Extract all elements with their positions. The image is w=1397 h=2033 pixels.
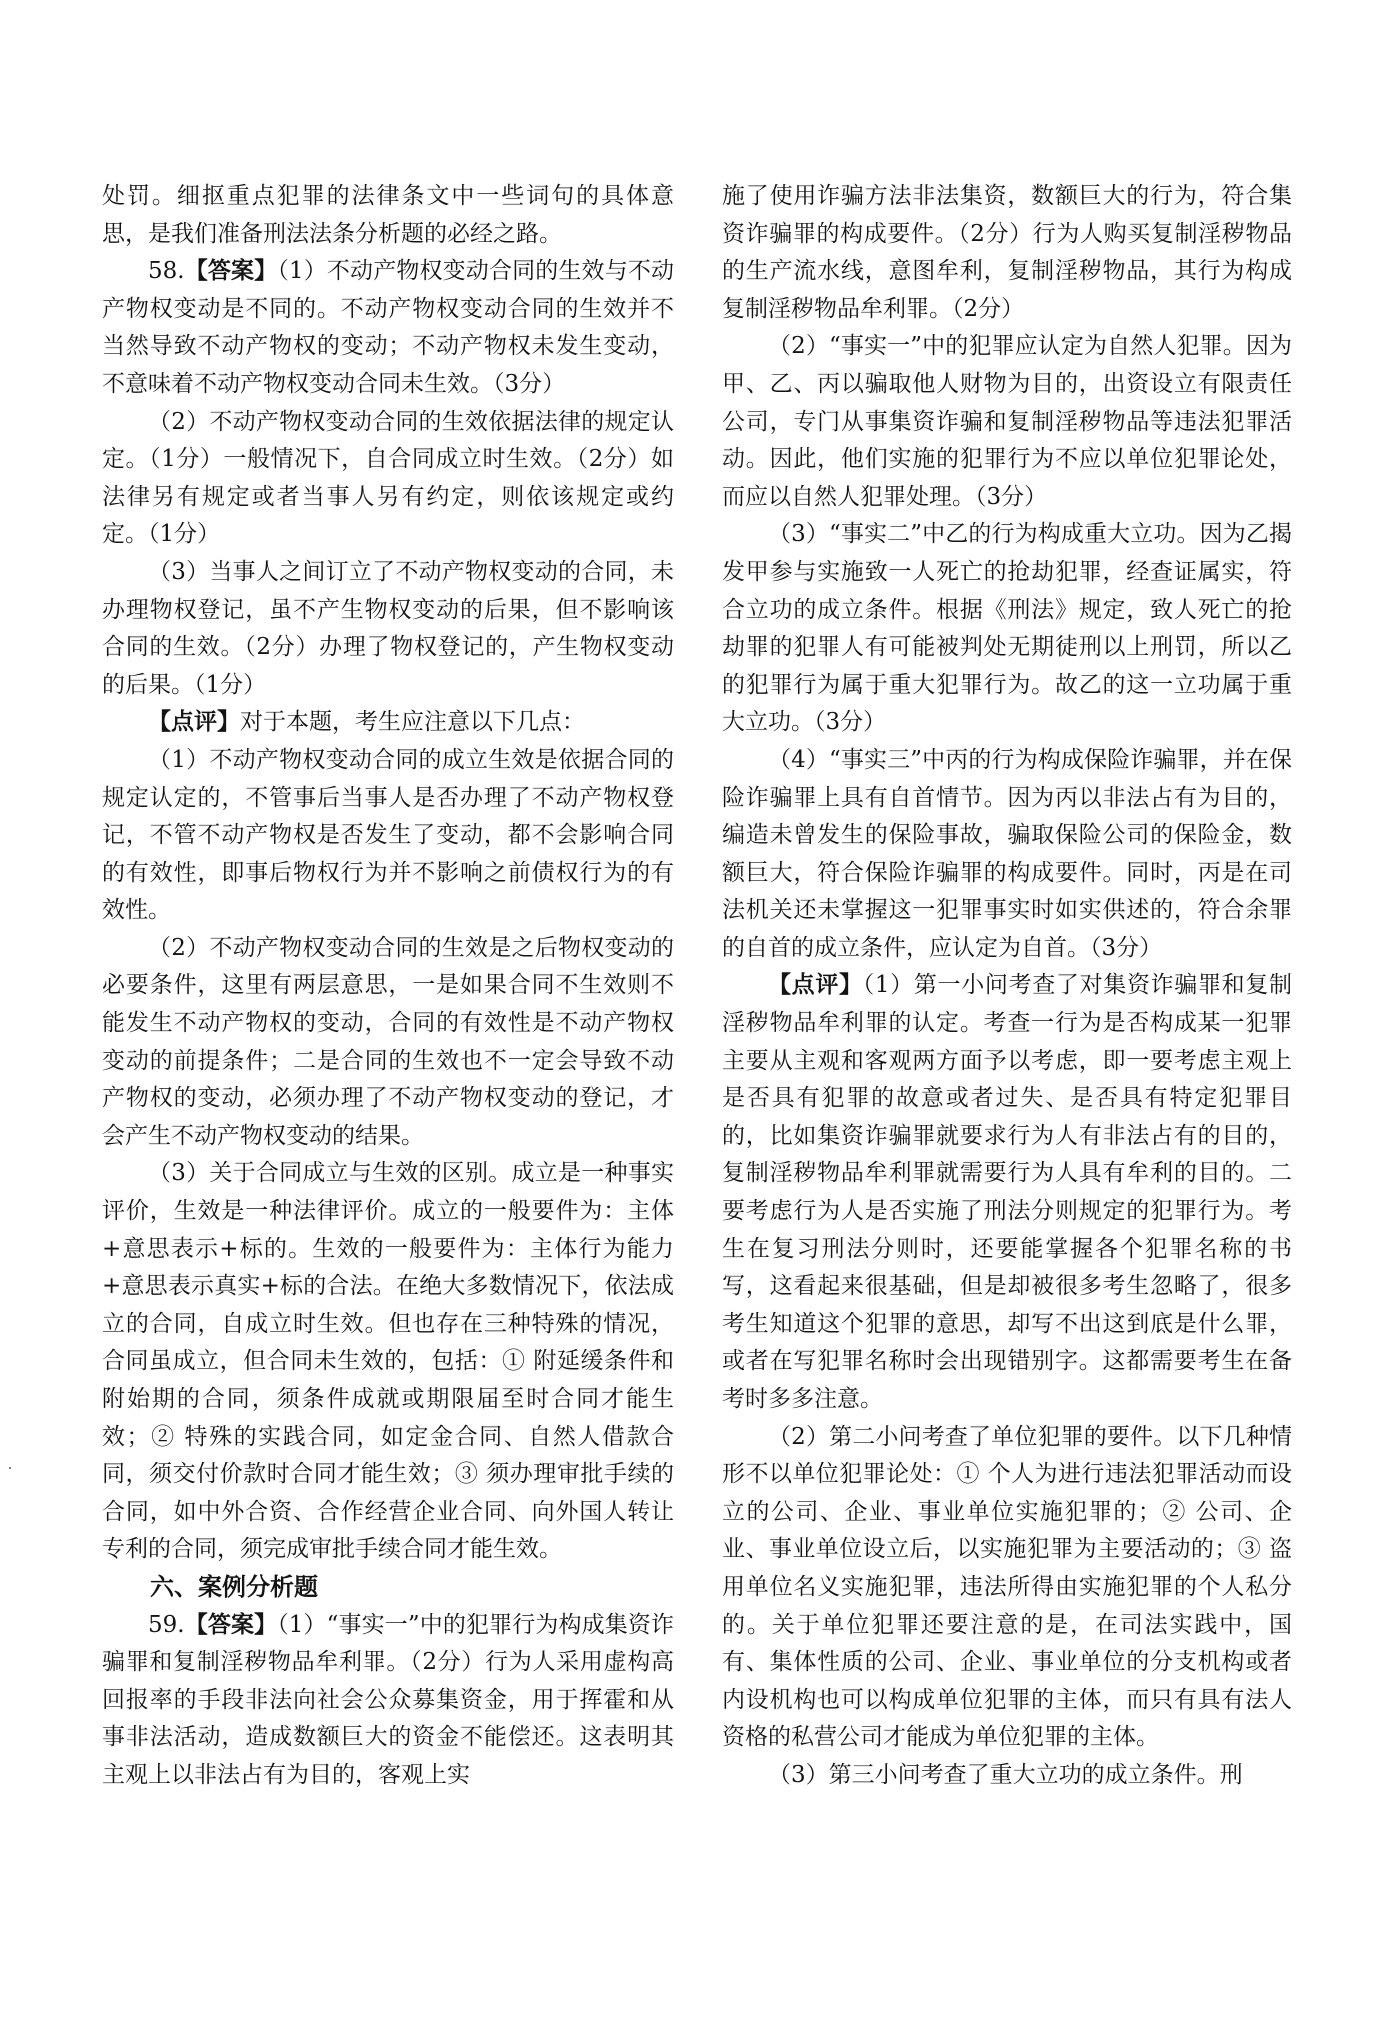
answer-59-part-1-continued: 施了使用诈骗方法非法集资，数额巨大的行为，符合集资诈骗罪的构成要件。（2分）行为人购买复制淫秽物品的生产流水线，意图牟利，复制淫秽物品，其行为构成复制淫秽物品牟利罪。（2分） [722, 183, 1292, 322]
right-column [722, 178, 1292, 1795]
review-58-point-2: （2）不动产物权变动合同的生效是之后物权变动的必要条件，这里有两层意思，一是如果合同不生效则不能发生不动产物权的变动，合同的有效性是不动产物权变动的前提条件；二是合同的生效也不一定会导致不动产物权的变动，必须办理了不动产物权变动的登记，才会产生不动产物权变动的结果。 [102, 934, 674, 1149]
review-59-point-1 [722, 967, 1292, 1418]
intro-paragraph: 处罚。细抠重点犯罪的法律条文中一些词句的具体意思，是我们准备刑法法条分析题的必经之路。 [102, 183, 674, 247]
review-58-point-3: （3）关于合同成立与生效的区别。成立是一种事实评价，生效是一种法律评价。成立的一般要件为：主体+意思表示+标的。生效的一般要件为：主体行为能力+意思表示真实+标的合法。在绝大多数情况下，依法成立的合同，自成立时生效。但也存在三种特殊的情况，合同虽成立，但合同未生效的，包括：① 附延缓条件和附始期的合同，须条件成就或期限届至时合同才能生效；② 特殊的实践合同，如定金合同、自然人借款合同，须交付价款时合同才能生效；③ 须办理审批手续的合同，如中外合资、合作经营企业合同、向外国人转让专利的合同，须完成审批手续合同才能生效。 [102, 1160, 674, 1563]
answer-58-part-3: （3）当事人之间订立了不动产物权变动的合同，未办理物权登记，虽不产生物权变动的后果，但不影响该合同的生效。（2分）办理了物权登记的，产生物权变动的后果。（1分） [102, 558, 674, 698]
scan-speck [9, 1467, 11, 1469]
question-number-59: 59. [148, 1611, 185, 1638]
answer-tag: 【答案】 [184, 258, 278, 285]
answer-58-part-1 [102, 253, 674, 403]
answer-59-part-1 [102, 1607, 674, 1795]
review-59-point-3: （3）第三小问考查了重大立功的成立条件。刑 [768, 1761, 1243, 1788]
review-tag: 【点评】 [148, 709, 240, 736]
question-number-58: 58. [148, 258, 185, 285]
answer-58-text-1: （1）不动产物权变动合同的生效与不动产物权变动是不同的。不动产物权变动合同的生效并不当然导致不动产物权的变动；不动产物权未发生变动，不意味着不动产物权变动合同未生效。（3分） [102, 258, 674, 397]
answer-59-part-2: （2）“事实一”中的犯罪应认定为自然人犯罪。因为甲、乙、丙以骗取他人财物为目的，出资设立有限责任公司，专门从事集资诈骗和复制淫秽物品等违法犯罪活动。因此，他们实施的犯罪行为不应以单位犯罪论处，而应以自然人犯罪处理。（3分） [722, 333, 1292, 510]
answer-59-text-1: （1）“事实一”中的犯罪行为构成集资诈骗罪和复制淫秽物品牟利罪。（2分）行为人采用虚构高回报率的手段非法向社会公众募集资金，用于挥霍和从事非法活动，造成数额巨大的资金不能偿还。这表明其主观上以非法占有为目的，客观上实 [102, 1611, 675, 1788]
left-column [102, 178, 674, 1795]
answer-58-part-2: （2）不动产物权变动合同的生效依据法律的规定认定。（1分）一般情况下，自合同成立时生效。（2分）如法律另有规定或者当事人另有约定，则依该规定或约定。（1分） [102, 408, 674, 548]
answer-59-part-3: （3）“事实二”中乙的行为构成重大立功。因为乙揭发甲参与实施致一人死亡的抢劫犯罪，经查证属实，符合立功的成立条件。根据《刑法》规定，致人死亡的抢劫罪的犯罪人有可能被判处无期徒刑以上刑罚，所以乙的犯罪行为属于重大犯罪行为。故乙的这一立功属于重大立功。（3分） [722, 521, 1292, 736]
review-58-intro-text: 对于本题，考生应注意以下几点： [240, 709, 585, 736]
review-59-point-2: （2）第二小问考查了单位犯罪的要件。以下几种情形不以单位犯罪论处：① 个人为进行违法犯罪活动而设立的公司、企业、事业单位实施犯罪的；② 公司、企业、事业单位设立后，以实施犯罪为主要活动的；③ 盗用单位名义实施犯罪，违法所得由实施犯罪的个人私分的。关于单位犯罪还要注意的是，在司法实践中，国有、集体性质的公司、企业、事业单位的分支机构或者内设机构也可以构成单位犯罪的主体，而只有具有法人资格的私营公司才能成为单位犯罪的主体。 [722, 1423, 1292, 1751]
answer-tag: 【答案】 [184, 1611, 278, 1638]
answer-59-part-4: （4）“事实三”中丙的行为构成保险诈骗罪，并在保险诈骗罪上具有自首情节。因为丙以非法占有为目的，编造未曾发生的保险事故，骗取保险公司的保险金，数额巨大，符合保险诈骗罪的构成要件。同时，丙是在司法机关还未掌握这一犯罪事实时如实供述的，符合余罪的自首的成立条件，应认定为自首。（3分） [722, 746, 1292, 961]
review-58-point-1: （1）不动产物权变动合同的成立生效是依据合同的规定认定的，不管事后当事人是否办理了不动产物权登记，不管不动产物权是否发生了变动，都不会影响合同的有效性，即事后物权行为并不影响之前债权行为的有效性。 [102, 746, 674, 924]
review-tag: 【点评】 [768, 972, 863, 999]
section-heading: 六、案例分析题 [150, 1572, 318, 1601]
review-58-intro [102, 704, 674, 742]
review-59-point-1-text: （1）第一小问考查了对集资诈骗罪和复制淫秽物品牟利罪的认定。考查一行为是否构成某一犯罪主要从主观和客观两方面予以考虑，即一要考虑主观上是否具有犯罪的故意或者过失、是否具有特定犯罪目的，比如集资诈骗罪就要求行为人有非法占有的目的，复制淫秽物品牟利罪就需要行为人具有牟利的目的。二要考虑行为人是否实施了刑法分则规定的犯罪行为。考生在复习刑法分则时，还要能掌握各个犯罪名称的书写，这看起来很基础，但是却被很多考生忽略了，很多考生知道这个犯罪的意思，却写不出这到底是什么罪，或者在写犯罪名称时会出现错别字。这都需要考生在备考时多多注意。 [722, 972, 1292, 1412]
